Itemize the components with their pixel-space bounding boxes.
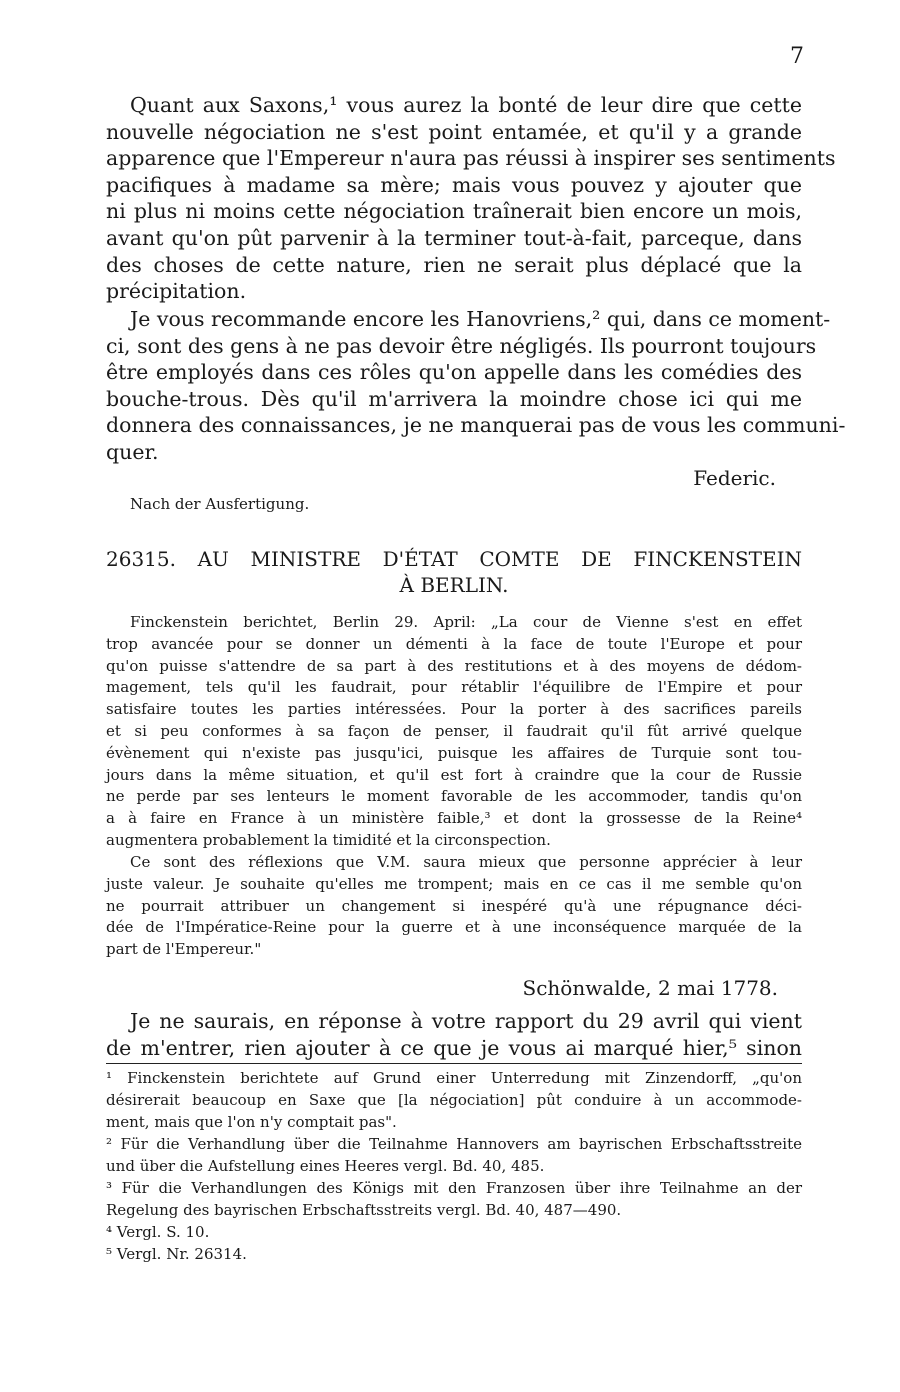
heading-line-2: À BERLIN. <box>399 573 509 597</box>
heading-line-1: 26315. AU MINISTRE D'ÉTAT COMTE DE FINCKENSTEIN <box>106 547 802 571</box>
text-line: Ce sont des réflexions que V.M. saura mieux que personne apprécier à leur <box>130 853 802 871</box>
text-line: ne pourrait attribuer un changement si inespéré qu'à une répugnance déci- <box>106 896 802 915</box>
text-line: pacifiques à madame sa mère; mais vous pouvez y ajouter que <box>106 172 802 197</box>
text-line: satisfaire toutes les parties intéressées. Pour la porter à des sacrifices pareils <box>106 700 802 719</box>
footnote-4 <box>106 1221 802 1243</box>
letter-paragraph-1 <box>106 92 836 305</box>
text-line: ne perde par ses lenteurs le moment favorable de les accommoder, tandis qu'on <box>106 787 802 806</box>
text-line: trop avancée pour se donner un démenti à la face de toute l'Europe et pour <box>106 634 802 653</box>
text-line: ni plus ni moins cette négociation traînerait bien encore un mois, <box>106 199 802 224</box>
text-line: Regelung des bayrischen Erbschaftsstreits vergl. Bd. 40, 487—490. <box>106 1201 622 1219</box>
text-line: et si peu conformes à sa façon de penser, il faudrait qu'il fût arrivé quelque <box>106 721 802 740</box>
text-line: donnera des connaissances, je ne manquerai pas de vous les communi- <box>106 413 846 438</box>
source-note: Nach der Ausfertigung. <box>130 495 310 513</box>
reply-paragraph <box>106 1008 802 1061</box>
text-line: magement, tels qu'il les faudrait, pour rétablir l'équilibre de l'Empire et pour <box>106 678 802 697</box>
text-line: ⁵ Vergl. Nr. 26314. <box>106 1245 247 1263</box>
footnote-3 <box>106 1177 802 1221</box>
footnote-5 <box>106 1243 802 1265</box>
section-heading <box>106 546 802 598</box>
signature: Federic. <box>693 466 776 490</box>
footnotes <box>106 1067 802 1265</box>
text-line: être employés dans ces rôles qu'on appelle dans les comédies des <box>106 360 802 385</box>
page-number: 7 <box>790 44 804 69</box>
text-line: ¹ Finckenstein berichtete auf Grund einer Unterredung mit Zinzendorff, „qu'on <box>106 1069 802 1087</box>
dateline: Schönwalde, 2 mai 1778. <box>522 976 778 1000</box>
text-line: juste valeur. Je souhaite qu'elles me trompent; mais en ce cas il me semble qu'on <box>106 874 802 893</box>
text-line: quer. <box>106 439 159 464</box>
text-line: évènement qui n'existe pas jusqu'ici, puisque les affaires de Turquie sont tou- <box>106 743 802 762</box>
text-line: qu'on puisse s'attendre de sa part à des restitutions et à des moyens de dédom- <box>106 656 802 675</box>
text-line: Quant aux Saxons,¹ vous aurez la bonté de leur dire que cette <box>130 93 802 117</box>
text-line: und über die Aufstellung eines Heeres vergl. Bd. 40, 485. <box>106 1157 545 1175</box>
text-line: nouvelle négociation ne s'est point entamée, et qu'il y a grande <box>106 119 802 144</box>
text-line: Je ne saurais, en réponse à votre rapport du 29 avril qui vient <box>130 1009 802 1033</box>
report-summary-paragraph-2 <box>106 852 802 961</box>
text-line: ² Für die Verhandlung über die Teilnahme Hannovers am bayrischen Erbschaftsstreite <box>106 1135 802 1153</box>
text-line: bouche-trous. Dès qu'il m'arrivera la moindre chose ici qui me <box>106 386 802 411</box>
text-line: ment, mais que l'on n'y comptait pas". <box>106 1113 397 1131</box>
text-line: apparence que l'Empereur n'aura pas réussi à inspirer ses sentiments <box>106 146 836 171</box>
text-line: augmentera probablement la timidité et la circonspection. <box>106 830 551 849</box>
text-line: avant qu'on pût parvenir à la terminer tout-à-fait, parceque, dans <box>106 225 802 250</box>
text-line: désirerait beaucoup en Saxe que [la négociation] pût conduire à un accommode- <box>106 1091 802 1109</box>
text-line: part de l'Empereur." <box>106 940 262 959</box>
letter-paragraph-2 <box>106 306 846 466</box>
text-line: ³ Für die Verhandlungen des Königs mit den Franzosen über ihre Teilnahme an der <box>106 1179 802 1197</box>
text-line: ci, sont des gens à ne pas devoir être négligés. Ils pourront toujours <box>106 333 817 358</box>
text-line: Finckenstein berichtet, Berlin 29. April: „La cour de Vienne s'est en effet <box>130 613 802 631</box>
report-summary-paragraph-1 <box>106 612 802 852</box>
text-line: des choses de cette nature, rien ne serait plus déplacé que la <box>106 252 802 277</box>
footnote-rule <box>106 1063 802 1064</box>
text-line: précipitation. <box>106 279 247 304</box>
text-line: dée de l'Impératice-Reine pour la guerre et à une inconséquence marquée de la <box>106 918 802 937</box>
text-line: ⁴ Vergl. S. 10. <box>106 1223 210 1241</box>
text-line: de m'entrer, rien ajouter à ce que je vous ai marqué hier,⁵ sinon <box>106 1035 802 1060</box>
footnote-1 <box>106 1067 802 1133</box>
text-line: jours dans la même situation, et qu'il est fort à craindre que la cour de Russie <box>106 765 802 784</box>
footnote-2 <box>106 1133 802 1177</box>
text-line: a à faire en France à un ministère faible,³ et dont la grossesse de la Reine⁴ <box>106 809 802 828</box>
text-line: Je vous recommande encore les Hanovriens,² qui, dans ce moment- <box>130 307 831 331</box>
